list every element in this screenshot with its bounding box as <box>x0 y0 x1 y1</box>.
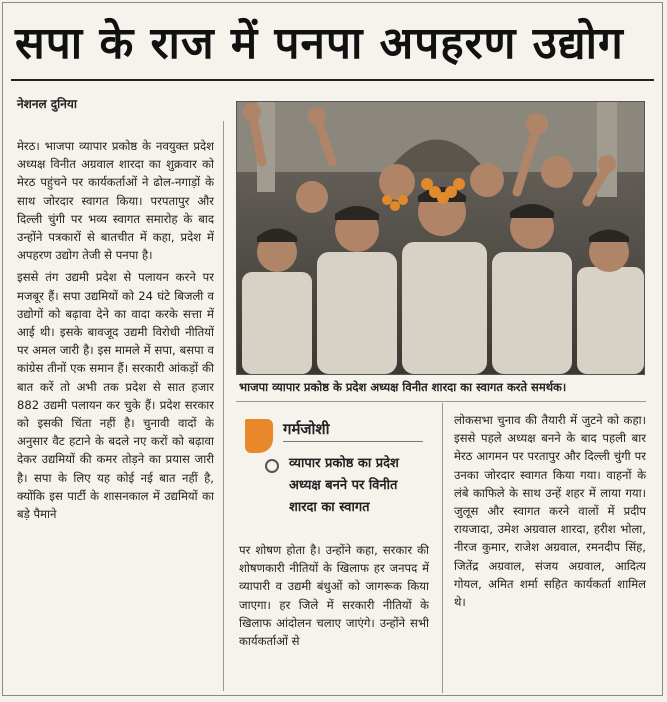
orange-tag-icon <box>245 419 273 453</box>
headline: सपा के राज में पनपा अपहरण उद्योग <box>15 18 624 69</box>
left-paragraph-1: मेरठ। भाजपा व्यापार प्रकोष्ठ के नवयुक्त प्रदेश अध्यक्ष विनीत अग्रवाल शारदा का शुक्रवार को मेरठ पहुंचने पर कार्यकर्ताओं ने ढोल-नगाड़ों के साथ जोरदार स्वागत किया। परपतापुर और दिल्ली चुंगी पर भव्य स्वागत समारोह के बाद उन्होंने पत्रकारों से बातचीत में कहा, प्रदेश में अपहरण उद्योग तेजी से पनपा है। <box>17 139 214 263</box>
column-divider <box>223 121 224 691</box>
newspaper-clipping <box>2 2 663 696</box>
headline-divider <box>11 79 654 81</box>
column-divider-right <box>442 403 443 693</box>
highlight-heading: गर्मजोशी <box>283 420 330 438</box>
bullet-circle-icon <box>265 459 279 473</box>
highlight-box <box>245 419 430 535</box>
caption-divider <box>236 401 646 402</box>
source-label: नेशनल दुनिया <box>17 97 78 111</box>
middle-column <box>239 541 429 691</box>
right-paragraph: लोकसभा चुनाव की तैयारी में जुटने को कहा। इससे पहले अध्यक्ष बनने के बाद पहली बार मेरठ आगमन पर परतापुर और दिल्ली चुंगी पर उनका जोरदार स्वागत किया गया। वाहनों के लंबे काफिले के साथ उन्हें शहर में लाया गया। जुलूस और स्वागत करने वालों में प्रदीप रायजादा, उमेश अग्रवाल शारदा, हरीश भोला, नीरज कुमार, राजेश अग्रवाल, रमनदीप सिंह, जितेंद्र अग्रवाल, संजय अग्रवाल, आदित्य गोयल, अमित शर्मा सहित कार्यकर्ता शामिल थे। <box>454 413 646 610</box>
left-paragraph-2: इससे तंग उद्यमी प्रदेश से पलायन करने पर मजबूर हैं। सपा उद्यमियों को 24 घंटे बिजली व उद्योगों को बढ़ावा देने का वादा करके सत्ता में आई थी। इसके बावजूद उद्यमी विरोधी नीतियों पर अमल जारी है। इस मामले में सपा, बसपा व कांग्रेस तीनों एक समान हैं। सरकारी आंकड़ों की बात करें तो अभी तक प्रदेश से सात हजार 882 उद्यमी पलायन कर चुके हैं। प्रदेश सरकार को इसकी चिंता नहीं है। चुनावी वादों के अनुसार वैट हटाने के बदले नए करों को बढ़ावा देकर उद्यमियों की कमर तोड़ने का प्रयास जारी है। सपा के लिए यह कोई नई बात नहीं है, क्योंकि इस पार्टी के शासनकाल में उद्यमियों का बड़े पैमाने <box>17 270 214 522</box>
left-column <box>17 137 214 687</box>
right-column <box>454 411 646 693</box>
highlight-subheading: व्यापार प्रकोष्ठ का प्रदेश अध्यक्ष बनने पर विनीत शारदा का स्वागत <box>289 456 399 515</box>
photo-caption: भाजपा व्यापार प्रकोष्ठ के प्रदेश अध्यक्ष विनीत शारदा का स्वागत करते समर्थक। <box>239 380 567 394</box>
crowd-photo-image <box>237 102 644 374</box>
middle-paragraph: पर शोषण होता है। उन्होंने कहा, सरकार की शोषणकारी नीतियों के खिलाफ हर जनपद में व्यापारी व उद्यमी बंधुओं को जागरूक किया जाएगा। हर जिले में सरकारी नीतियों के खिलाफ आंदोलन चलाए जाएंगे। उन्होंने सभी कार्यकर्ताओं से <box>239 543 429 649</box>
news-photo <box>236 101 645 375</box>
highlight-rule <box>283 441 423 442</box>
